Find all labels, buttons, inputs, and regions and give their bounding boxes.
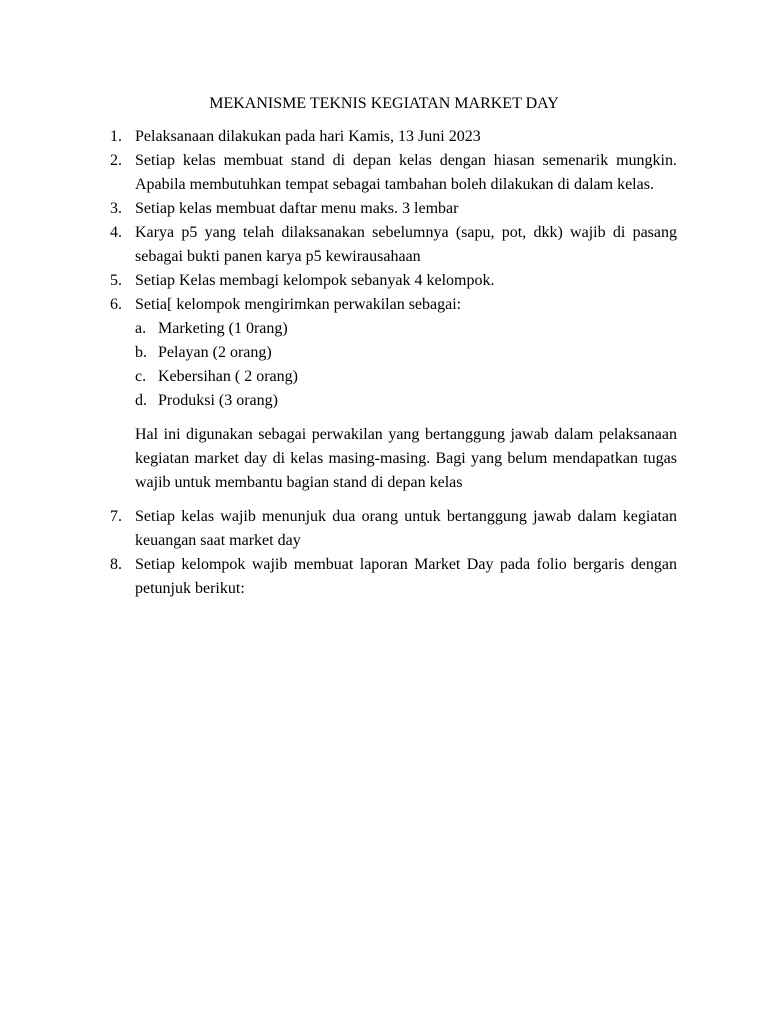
sub-list-item-text: Produksi (3 orang)	[158, 392, 278, 409]
sub-list-item-text: Kebersihan ( 2 orang)	[158, 368, 298, 385]
sub-list-item-d	[135, 389, 677, 413]
numbered-list	[110, 125, 677, 601]
list-item-text: Pelaksanaan dilakukan pada hari Kamis, 13 Juni 2023	[135, 128, 481, 145]
list-item-2	[110, 149, 677, 197]
list-item-text: Setiap kelas membuat stand di depan kelas dengan hiasan semenarik mungkin. Apabila membutuhkan tempat sebagai tambahan boleh dilakukan di dalam kelas.	[135, 152, 677, 193]
sub-list	[135, 317, 677, 413]
list-item-text: Karya p5 yang telah dilaksanakan sebelumnya (sapu, pot, dkk) wajib di pasang sebagai bukti panen karya p5 kewirausahaan	[135, 224, 677, 265]
sub-list-item-letter: a.	[135, 320, 147, 337]
note-paragraph: Hal ini digunakan sebagai perwakilan yang bertanggung jawab dalam pelaksanaan kegiatan market day di kelas masing-masing. Bagi yang belum mendapatkan tugas wajib untuk membantu bagian stand di depan kelas	[135, 426, 677, 491]
list-item-7	[110, 505, 677, 553]
list-item-5	[110, 269, 677, 293]
sub-list-item-b	[135, 341, 677, 365]
sub-list-item-letter: c.	[135, 368, 147, 385]
list-item-number: 1.	[110, 128, 122, 145]
sub-list-item-letter: b.	[135, 344, 147, 361]
list-item-8	[110, 553, 677, 601]
list-item-number: 7.	[110, 508, 122, 525]
list-item-text: Setiap kelompok wajib membuat laporan Market Day pada folio bergaris dengan petunjuk berikut:	[135, 556, 677, 597]
list-item-6	[110, 293, 677, 495]
list-item-number: 2.	[110, 152, 122, 169]
list-item-text: Setiap kelas membuat daftar menu maks. 3 lembar	[135, 200, 459, 217]
list-item-4	[110, 221, 677, 269]
sub-list-item-c	[135, 365, 677, 389]
document-title: MEKANISME TEKNIS KEGIATAN MARKET DAY	[209, 95, 559, 112]
sub-list-item-letter: d.	[135, 392, 147, 409]
list-item-number: 8.	[110, 556, 122, 573]
list-item-text: Setia[ kelompok mengirimkan perwakilan sebagai:	[135, 296, 462, 313]
sub-list-item-text: Pelayan (2 orang)	[158, 344, 272, 361]
list-item-3	[110, 197, 677, 221]
list-item-text: Setiap kelas wajib menunjuk dua orang untuk bertanggung jawab dalam kegiatan keuangan saat market day	[135, 508, 677, 549]
list-item-1	[110, 125, 677, 149]
sub-list-item-text: Marketing (1 0rang)	[158, 320, 288, 337]
list-item-number: 6.	[110, 296, 122, 313]
list-item-number: 4.	[110, 224, 122, 241]
sub-list-item-a	[135, 317, 677, 341]
list-item-number: 3.	[110, 200, 122, 217]
list-item-text: Setiap Kelas membagi kelompok sebanyak 4 kelompok.	[135, 272, 495, 289]
list-item-number: 5.	[110, 272, 122, 289]
